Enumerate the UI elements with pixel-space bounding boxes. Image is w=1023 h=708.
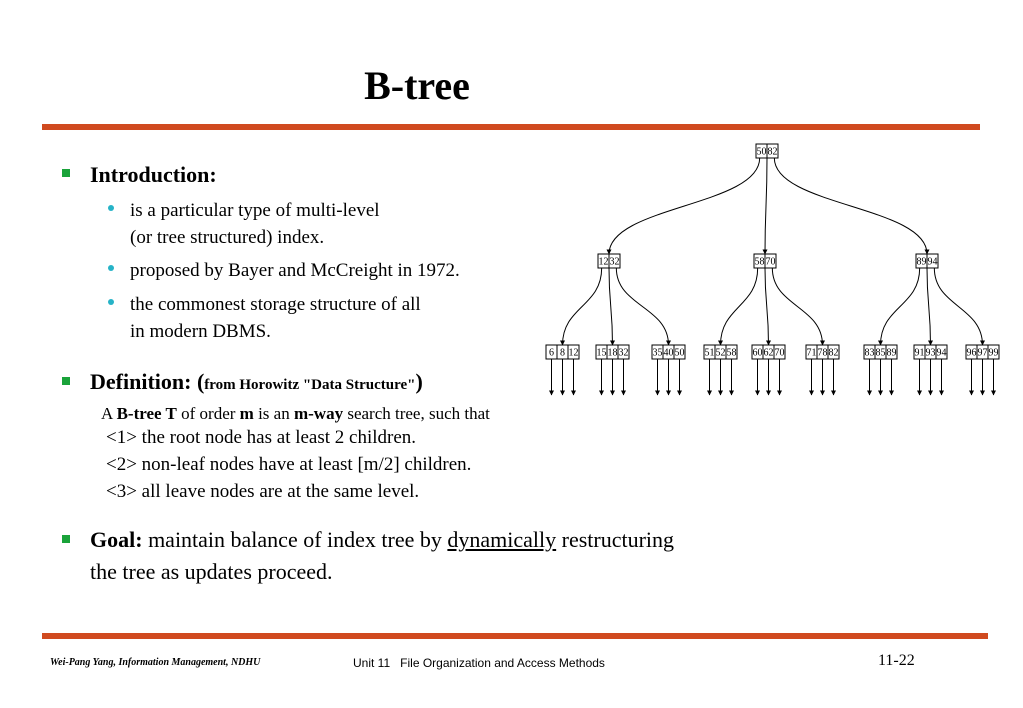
intro-bullet-1-line-2: (or tree structured) index. bbox=[130, 227, 325, 248]
node-key: 85 bbox=[875, 347, 886, 359]
node-key: 94 bbox=[927, 256, 938, 268]
tree-edge bbox=[881, 268, 920, 345]
leaf-node bbox=[596, 345, 629, 359]
footer-topic: File Organization and Access Methods bbox=[400, 656, 605, 670]
intro-bullet-1-line-1: is a particular type of multi-level bbox=[130, 200, 380, 221]
node-key: 51 bbox=[704, 347, 715, 359]
tree-edge bbox=[721, 268, 758, 345]
node-key: 50 bbox=[674, 347, 685, 359]
node-key: 60 bbox=[752, 347, 763, 359]
round-bullet-icon bbox=[108, 299, 114, 305]
node-key: 8 bbox=[560, 347, 565, 359]
node-key: 58 bbox=[726, 347, 737, 359]
node-key: 15 bbox=[596, 347, 607, 359]
node-key: 32 bbox=[618, 347, 629, 359]
node-key: 89 bbox=[886, 347, 897, 359]
node-key: 82 bbox=[828, 347, 839, 359]
node-key: 89 bbox=[916, 256, 927, 268]
tree-edge bbox=[765, 158, 767, 254]
root-node bbox=[756, 144, 778, 158]
tree-edge bbox=[927, 268, 931, 345]
node-key: 78 bbox=[817, 347, 828, 359]
node-key: 62 bbox=[763, 347, 774, 359]
leaf-node bbox=[914, 345, 947, 359]
page-number: 11-22 bbox=[878, 652, 915, 669]
node-key: 82 bbox=[767, 146, 778, 158]
node-key: 32 bbox=[609, 256, 620, 268]
footer-author: Wei-Pang Yang, Information Management, NDHU bbox=[50, 657, 261, 668]
definition-source: from Horowitz "Data Structure" bbox=[204, 377, 416, 393]
leaf-node bbox=[752, 345, 785, 359]
slide-title: B-tree bbox=[364, 63, 470, 108]
node-key: 83 bbox=[864, 347, 875, 359]
node-key: 35 bbox=[652, 347, 663, 359]
goal-line-1: Goal: maintain balance of index tree by dynamically restructuring bbox=[90, 527, 675, 552]
btree-diagram bbox=[540, 138, 1010, 400]
square-bullet-icon bbox=[62, 377, 70, 385]
internal-node bbox=[598, 254, 620, 268]
definition-sentence: A B-tree T of order m is an m-way search tree, such that bbox=[101, 404, 490, 423]
leaf-node bbox=[704, 345, 737, 359]
definition-condition-2: <2> non-leaf nodes have at least [m/2] children. bbox=[106, 454, 472, 475]
intro-bullet-3-line-1: the commonest storage structure of all bbox=[130, 294, 421, 315]
intro-heading: Introduction: bbox=[90, 162, 217, 187]
footer-unit bbox=[353, 656, 605, 670]
tree-edge bbox=[609, 268, 613, 345]
internal-node bbox=[916, 254, 938, 268]
tree-edge bbox=[934, 268, 982, 345]
node-key: 70 bbox=[774, 347, 785, 359]
node-key: 93 bbox=[925, 347, 936, 359]
tree-edge bbox=[774, 158, 927, 254]
definition-condition-1: <1> the root node has at least 2 children. bbox=[106, 427, 417, 448]
top-divider bbox=[42, 124, 980, 130]
node-key: 40 bbox=[663, 347, 674, 359]
definition-heading: Definition: (from Horowitz "Data Structure") bbox=[90, 369, 423, 394]
square-bullet-icon bbox=[62, 169, 70, 177]
node-key: 6 bbox=[549, 347, 554, 359]
tree-edge bbox=[772, 268, 822, 345]
bottom-divider bbox=[42, 633, 988, 639]
node-key: 50 bbox=[756, 146, 767, 158]
node-key: 52 bbox=[715, 347, 726, 359]
node-key: 18 bbox=[607, 347, 618, 359]
leaf-node bbox=[864, 345, 897, 359]
intro-bullet-3-line-2: in modern DBMS. bbox=[130, 321, 271, 342]
node-key: 58 bbox=[754, 256, 765, 268]
node-key: 99 bbox=[988, 347, 999, 359]
leaf-node bbox=[546, 345, 579, 359]
tree-edge bbox=[609, 158, 760, 254]
internal-node bbox=[754, 254, 776, 268]
intro-bullet-2: proposed by Bayer and McCreight in 1972. bbox=[130, 260, 460, 281]
round-bullet-icon bbox=[108, 265, 114, 271]
node-key: 70 bbox=[765, 256, 776, 268]
tree-edge bbox=[563, 268, 602, 345]
square-bullet-icon bbox=[62, 535, 70, 543]
leaf-node bbox=[806, 345, 839, 359]
node-key: 94 bbox=[936, 347, 947, 359]
leaf-node bbox=[966, 345, 999, 359]
node-key: 71 bbox=[806, 347, 817, 359]
definition-condition-3: <3> all leave nodes are at the same level. bbox=[106, 481, 420, 502]
goal-line-2: the tree as updates proceed. bbox=[90, 559, 333, 584]
node-key: 12 bbox=[598, 256, 609, 268]
tree-edge bbox=[765, 268, 769, 345]
footer-unit-label: Unit 11 bbox=[353, 656, 391, 670]
round-bullet-icon bbox=[108, 205, 114, 211]
node-key: 96 bbox=[966, 347, 977, 359]
node-key: 12 bbox=[568, 347, 579, 359]
leaf-node bbox=[652, 345, 685, 359]
tree-edge bbox=[616, 268, 668, 345]
node-key: 97 bbox=[977, 347, 988, 359]
node-key: 91 bbox=[914, 347, 925, 359]
